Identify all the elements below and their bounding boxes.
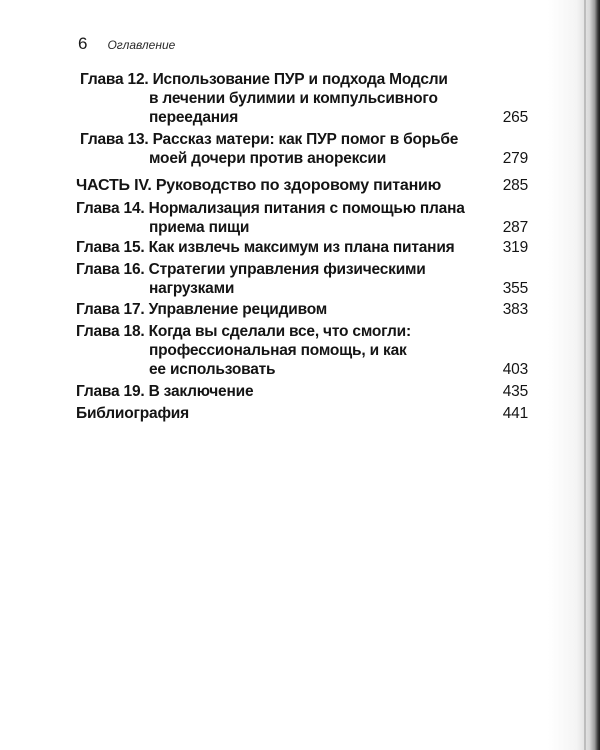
- toc-entry-line: ЧАСТЬ IV. Руководство по здоровому питанию: [76, 177, 442, 194]
- toc-entry-line: профессиональная помощь, и как: [149, 342, 407, 359]
- toc-entry-line: приема пищи: [149, 219, 250, 236]
- toc-entry-page: 265: [502, 109, 528, 126]
- toc-entry-page: 441: [502, 405, 528, 422]
- page-number: 6: [78, 34, 88, 53]
- toc-entry-line: Глава 18. Когда вы сделали все, что смогли:: [76, 323, 411, 340]
- page-edge-shadow: [548, 0, 600, 750]
- toc-entry-line: Глава 14. Нормализация питания с помощью плана: [76, 200, 465, 217]
- toc-entry-line: моей дочери против анорексии: [149, 150, 387, 167]
- toc-entry-line: Глава 15. Как извлечь максимум из плана питания: [76, 239, 455, 256]
- toc-entry-page: 279: [502, 150, 528, 167]
- toc-entry-line: Глава 16. Стратегии управления физическими: [76, 261, 426, 278]
- toc-entry-line: Библиография: [76, 405, 189, 422]
- toc-entry-page: 287: [502, 219, 528, 236]
- toc-entry-line: ее использовать: [149, 361, 276, 378]
- running-title: Оглавление: [107, 38, 176, 52]
- toc-entry-page: 403: [502, 361, 528, 378]
- toc-entry-line: Глава 13. Рассказ матери: как ПУР помог в борьбе: [80, 131, 459, 148]
- page-edge-line: [584, 0, 586, 750]
- toc-entry-page: 319: [502, 239, 528, 256]
- toc-entry-line: Глава 17. Управление рецидивом: [76, 301, 328, 318]
- toc-entry-page: 285: [502, 177, 528, 194]
- toc-entry-line: в лечении булимии и компульсивного: [149, 90, 438, 107]
- toc-entry-line: Глава 12. Использование ПУР и подхода Модсли: [80, 71, 448, 88]
- toc-entry-page: 355: [502, 280, 528, 297]
- toc-entry-page: 435: [502, 383, 528, 400]
- toc-entry-line: Глава 19. В заключение: [76, 383, 254, 400]
- toc-entry-line: нагрузками: [149, 280, 235, 297]
- toc-entry-page: 383: [502, 301, 528, 318]
- page-header: [78, 34, 175, 56]
- toc-entry-line: переедания: [149, 109, 239, 126]
